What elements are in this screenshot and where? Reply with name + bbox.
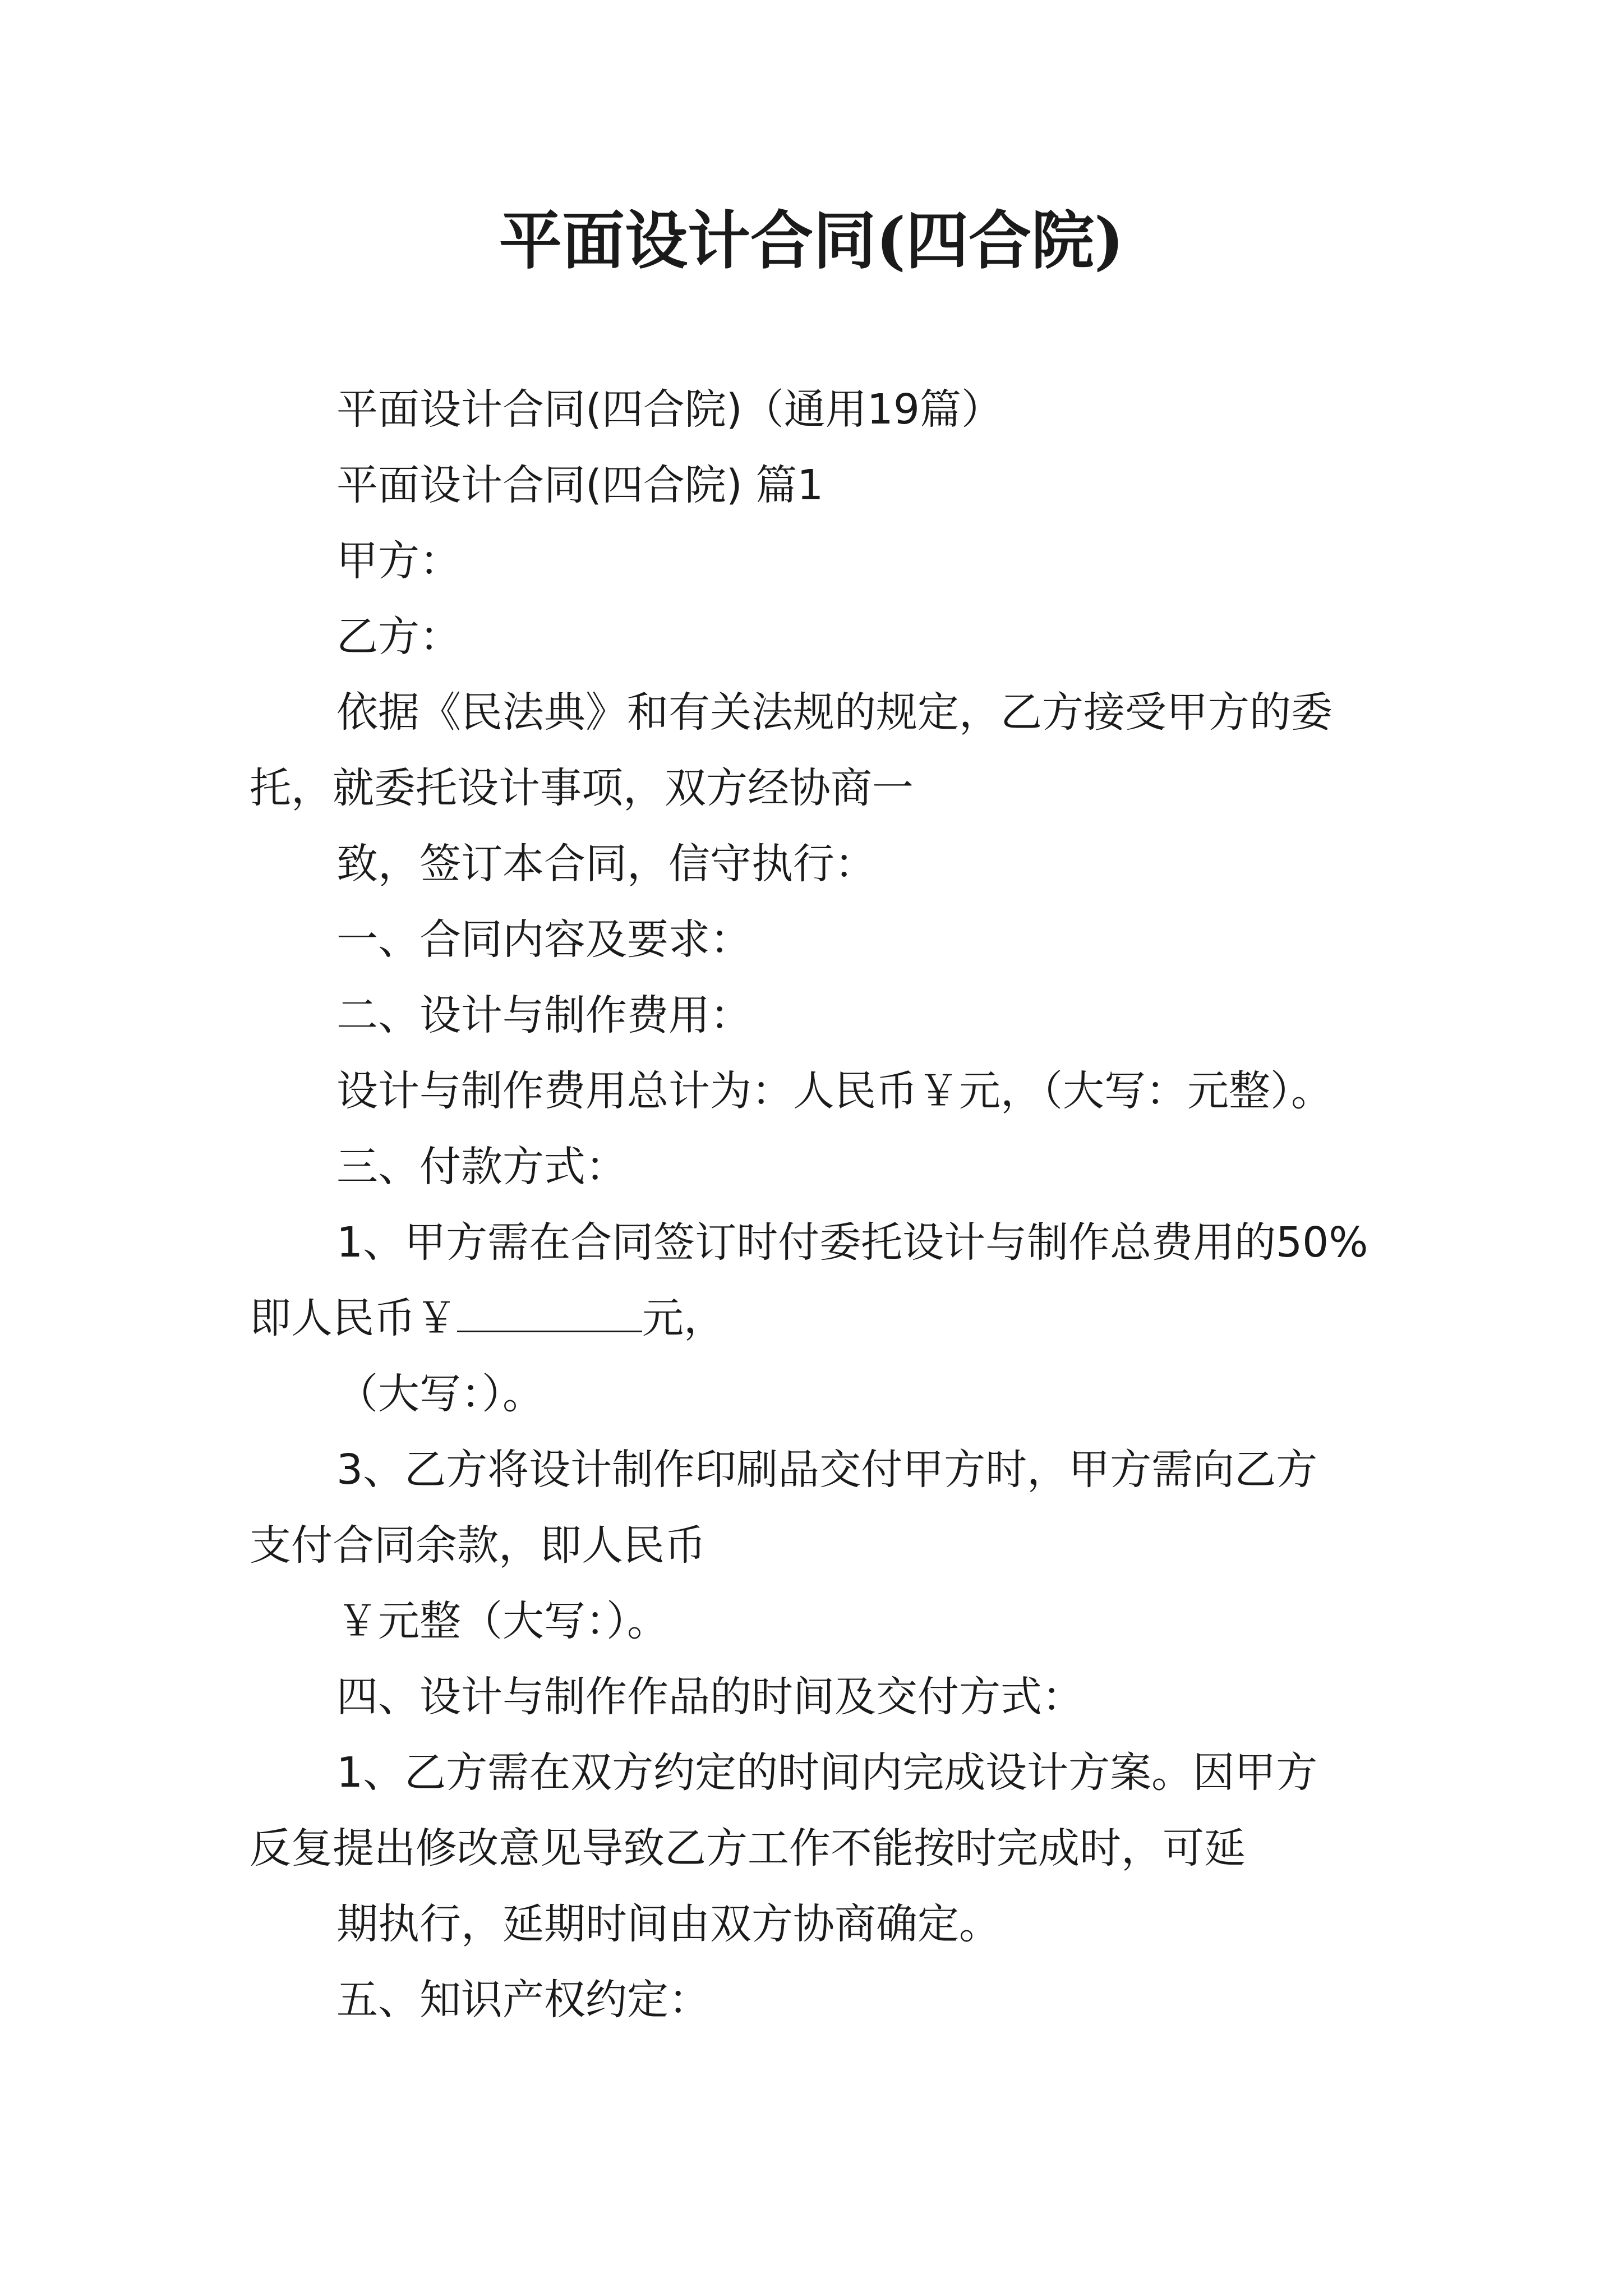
- payment-item-line: （大写：）。: [336, 1370, 544, 1418]
- clause-heading: 五、知识产权约定：: [336, 1976, 710, 2024]
- section-heading: 平面设计合同(四合院) 篇1: [336, 461, 824, 509]
- fee-total-line: 设计与制作费用总计为：人民币￥元，（大写：元整）。: [336, 1067, 1332, 1115]
- amount-blank-line: [457, 1291, 642, 1332]
- clause-heading: 四、设计与制作作品的时间及交付方式：: [336, 1673, 1083, 1721]
- intro-paragraph-line: 托，就委托设计事项，双方经协商一: [250, 764, 914, 812]
- document-title: 平面设计合同(四合院): [499, 204, 1124, 278]
- delivery-item-line: 1、乙方需在双方约定的时间内完成设计方案。因甲方: [336, 1749, 1318, 1797]
- document-subtitle: 平面设计合同(四合院)（通用19篇）: [336, 385, 1003, 434]
- party-b-line: 乙方：: [336, 613, 461, 661]
- payment-item-line: 1、甲方需在合同签订时付委托设计与制作总费用的50%: [336, 1218, 1368, 1267]
- delivery-item-line: 反复提出修改意见导致乙方工作不能按时完成时，可延: [250, 1824, 1246, 1872]
- intro-paragraph-line: 致，签订本合同，信守执行：: [336, 840, 876, 888]
- clause-heading: 一、合同内容及要求：: [336, 915, 751, 964]
- payment-amount-prefix: 即人民币￥: [250, 1294, 457, 1342]
- delivery-item-line: 期执行，延期时间由双方协商确定。: [336, 1900, 1000, 1948]
- payment-item-line: 3、乙方将设计制作印刷品交付甲方时，甲方需向乙方: [336, 1446, 1318, 1494]
- clause-heading: 三、付款方式：: [336, 1143, 627, 1191]
- payment-item-line: ￥元整（大写：）。: [336, 1597, 668, 1645]
- party-a-line: 甲方：: [336, 537, 461, 585]
- intro-paragraph-line: 依据《民法典》和有关法规的规定，乙方接受甲方的委: [336, 688, 1332, 737]
- clause-heading: 二、设计与制作费用：: [336, 991, 751, 1039]
- payment-item-line: 支付合同余款，即人民币: [250, 1521, 706, 1570]
- payment-item-line: [250, 1290, 1450, 1346]
- payment-amount-suffix: 元，: [642, 1294, 725, 1342]
